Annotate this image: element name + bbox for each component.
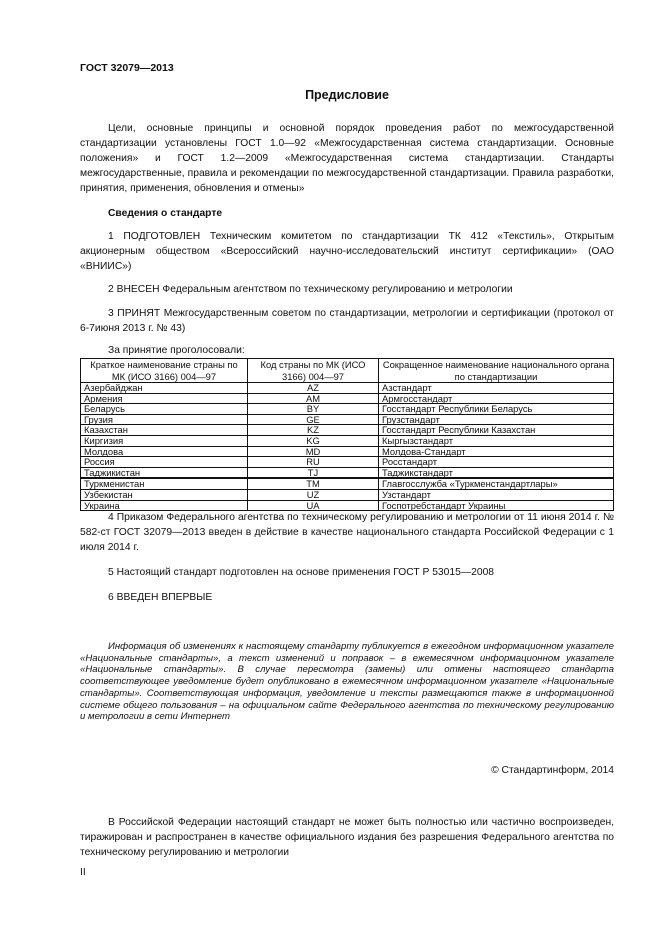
standards-body: Таджикстандарт [379, 467, 614, 478]
standards-body: Госстандарт Республики Беларусь [379, 404, 614, 415]
country-code: KG [248, 435, 379, 446]
country-name: Киргизия [81, 435, 248, 446]
page-title: Предисловие [305, 88, 389, 102]
section-heading: Сведения о стандарте [108, 208, 223, 219]
country-name: Узбекистан [81, 489, 248, 500]
country-name: Туркменистан [81, 478, 248, 489]
standards-body: Росстандарт [379, 457, 614, 468]
table-row [81, 467, 614, 478]
country-code: TM [248, 478, 379, 489]
table-row [81, 393, 614, 404]
item-1: 1 ПОДГОТОВЛЕН Техническим комитетом по стандартизации ТК 412 «Текстиль», Открытым акционерным обществом «Всероссийский научно-исследовательский институт сертификации» (ОАО «ВНИИС») [80, 231, 614, 272]
table-row [81, 425, 614, 436]
country-name: Армения [81, 393, 248, 404]
copyright: © Стандартинформ, 2014 [491, 765, 614, 776]
rights-paragraph: В Российской Федерации настоящий стандарт не может быть полностью или частично воспроизведен, тиражирован и распространен в качестве официального издания без разрешения Федерального агентства по техническому регулированию и метрологии [80, 817, 614, 858]
column-header: Краткое наименование страны по МК (ИСО 3166) 004—97 [81, 359, 248, 383]
country-code: AM [248, 393, 379, 404]
country-code: MD [248, 446, 379, 457]
country-code: BY [248, 404, 379, 415]
country-name: Таджикистан [81, 467, 248, 478]
table-row [81, 446, 614, 457]
country-code: AZ [248, 383, 379, 394]
standards-body: Главгосслужба «Туркменстандартлары» [379, 478, 614, 489]
voting-table [80, 358, 614, 511]
standards-body: Госпотребстандарт Украины [379, 500, 614, 511]
table-row [81, 404, 614, 415]
item-5: 5 Настоящий стандарт подготовлен на основе применения ГОСТ Р 53015—2008 [108, 567, 495, 578]
standards-body: Госстандарт Республики Казахстан [379, 425, 614, 436]
country-name: Россия [81, 457, 248, 468]
country-code: RU [248, 457, 379, 468]
table-row [81, 457, 614, 468]
item-2: 2 ВНЕСЕН Федеральным агентством по техническому регулированию и метрологии [108, 284, 513, 295]
document-header: ГОСТ 32079—2013 [80, 62, 174, 74]
country-code: UZ [248, 489, 379, 500]
standards-body: Азстандарт [379, 383, 614, 394]
column-header: Сокращенное наименование национального органа по стандартизации [379, 359, 614, 383]
country-name: Молдова [81, 446, 248, 457]
country-code: TJ [248, 467, 379, 478]
table-row [81, 414, 614, 425]
country-code: UA [248, 500, 379, 511]
item-3: 3 ПРИНЯТ Межгосударственным советом по стандартизации, метрологии и сертификации (протокол от 6-7июня 2013 г. № 43) [80, 308, 614, 334]
country-name: Беларусь [81, 404, 248, 415]
standards-body: Узстандарт [379, 489, 614, 500]
item-6: 6 ВВЕДЕН ВПЕРВЫЕ [108, 592, 213, 603]
table-row [81, 383, 614, 394]
country-name: Грузия [81, 414, 248, 425]
column-header: Код страны по МК (ИСО 3166) 004—97 [248, 359, 379, 383]
intro-paragraph: Цели, основные принципы и основной порядок проведения работ по межгосударственной стандартизации установлены ГОСТ 1.0—92 «Межгосударственная система стандартизации. Основные положения» и ГОСТ 1.2—2009 «Межгосударственная система стандартизации. Стандарты межгосударственные, правила и рекомендации по межгосударственной стандартизации. Правила разработки, принятия, применения, обновления и отмены» [80, 123, 614, 194]
country-code: KZ [248, 425, 379, 436]
table-header-row [81, 359, 614, 383]
page-number: II [80, 867, 86, 878]
standards-body: Кыргызстандарт [379, 435, 614, 446]
country-code: GE [248, 414, 379, 425]
notice-paragraph: Информация об изменениях к настоящему стандарту публикуется в ежегодном информационном указателе «Национальные стандарты», а текст изменений и поправок – в ежемесячном информационном указателе «Национальные стандарты». В случае пересмотра (замены) или отмены настоящего стандарта соответствующее уведомление будет опубликовано в ежемесячном информационном указателе «Национальные стандарты». Соответствующая информация, уведомление и тексты размещаются также в информационной системе общего пользования – на официальном сайте Федерального агентства по техническому регулированию и метрологии в сети Интернет [80, 641, 614, 723]
table-row [81, 435, 614, 446]
standards-body: Грузстандарт [379, 414, 614, 425]
standards-body: Армгосстандарт [379, 393, 614, 404]
standards-body: Молдова-Стандарт [379, 446, 614, 457]
table-row [81, 478, 614, 489]
item-4: 4 Приказом Федерального агентства по техническому регулированию и метрологии от 11 июня 2014 г. № 582-ст ГОСТ 32079—2013 введен в действие в качестве национального стандарта Российской Федерации с 1 июля 2014 г. [80, 512, 614, 553]
country-name: Украина [81, 500, 248, 511]
country-name: Казахстан [81, 425, 248, 436]
voted-label: За принятие проголосовали: [108, 345, 245, 356]
country-name: Азербайджан [81, 383, 248, 394]
table-row [81, 489, 614, 500]
